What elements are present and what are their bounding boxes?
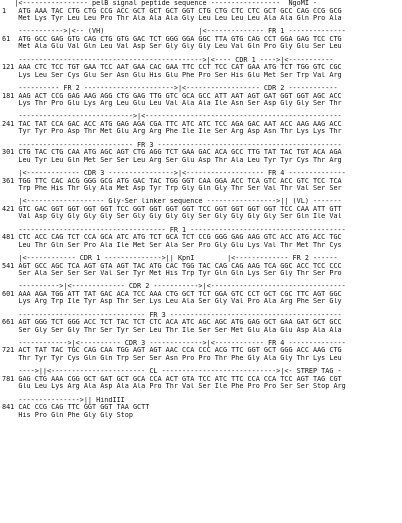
annotation-line: --------------------------------------------->|<---- CDR 1 ---->|<----------- xyxy=(2,56,334,64)
sequence-block xyxy=(2,85,400,108)
annotation-line: |<------------------- Gly-Ser linker sequence ----------------->|| (VL) ------- xyxy=(2,198,342,206)
nucleotide-line: 301 CTG TAC CTG CAA ATG AGC AGT CTG AGG TCT GAA GAC ACA GCC TTG TAT TAC TGT ACA AGA xyxy=(2,149,342,157)
sequence-block xyxy=(2,142,400,165)
annotation-line: ---------------------------->|<------------------------------------------------ xyxy=(2,113,342,121)
nucleotide-line: 1 ATG AAA TAC CTG CTG CCG ACC GCT GCT GCT GGT CTG CTG CTC CTC GCT GCC CAG CCG GCG xyxy=(2,7,342,15)
annotation-line: --------------->|| HindIII xyxy=(2,396,125,404)
amino-acid-line: Met Ala Glu Val Gln Leu Val Asp Ser Gly Gly Gly Leu Val Gln Pro Gly Glu Ser Leu xyxy=(2,43,342,51)
nucleotide-line: 661 AGT GGG TCT GGG ACC TCT TAC TCT CTC ACA ATC AGC AGC ATG GAG GCT GAA GAT GCT GCC xyxy=(2,319,342,327)
nucleotide-line: 541 AGT GCC AGC TCA AGT GTA AGT TAC ATG CAC TGG TAC CAG CAG AAG TCA GGC ACC TCC CCC xyxy=(2,262,342,270)
nucleotide-line: 181 AAG ACT CCG GAG AAG AGG CTG GAG TTG GTC GCA GCC ATT AAT AGT GAT GGT GGT AGC ACC xyxy=(2,92,342,100)
amino-acid-line: Lys Thr Pro Glu Lys Arg Leu Glu Leu Val Ala Ala Ile Asn Ser Asp Gly Gly Ser Thr xyxy=(2,100,342,108)
amino-acid-line: Trp Phe His Thr Gly Ala Met Asp Tyr Trp Gly Gln Gly Thr Ser Val Thr Val Ser Ser xyxy=(2,185,342,193)
amino-acid-line: Leu Tyr Leu Gln Met Ser Ser Leu Arg Ser Glu Asp Thr Ala Leu Tyr Tyr Cys Thr Arg xyxy=(2,156,342,164)
amino-acid-line: Thr Tyr Tyr Cys Gln Gln Trp Ser Ser Asn Pro Pro Thr Phe Gly Ala Gly Thr Lys Leu xyxy=(2,355,342,363)
annotation-line: |<------------ CDR 1 -------------->|| KpnI |<------------- FR 2 ------ xyxy=(2,254,338,262)
annotation-line: ----------->|<-- (VH) |<-------------- FR 1 -------------- xyxy=(2,28,346,36)
sequence-block xyxy=(2,0,400,23)
sequence-block xyxy=(2,283,400,306)
nucleotide-line: 241 TAC TAT CCA GAC ACC ATG GAG AGA CGA TTC ATC ATC TCC AGA GAC AAT ACC AAG AAG ACC xyxy=(2,120,342,128)
nucleotide-line: 781 GAG CTG AAA CGG GCT GAT GCT GCA CCA ACT GTA TCC ATC TTC CCA CCA TCC AGT TAG CGT xyxy=(2,375,342,383)
nucleotide-line: 61 ATG GCC GAG GTG CAG CTG GTG GAC TCT GGG GGA GGC TTA GTG CAG CCT GGA GAG TCC CTG xyxy=(2,35,342,43)
amino-acid-line: Ser Gly Ser Gly Thr Ser Tyr Ser Leu Thr Ile Ser Ser Met Glu Ala Glu Asp Ala Ala xyxy=(2,326,342,334)
annotation-line: ---------------------------- FR 3 --------------------------------------------- xyxy=(2,141,342,149)
amino-acid-line: Met Lys Tyr Leu Leu Pro Thr Ala Ala Ala Gly Leu Leu Leu Leu Ala Ala Gln Pro Ala xyxy=(2,15,342,23)
sequence-block xyxy=(2,57,400,80)
nucleotide-line: 421 GTC GAC GGT GGT GGT GGT TCC GGT GGT GGT GGT TCC GGT GGT GGT GGT TCC CAA ATT GTT xyxy=(2,205,342,213)
nucleotide-line: 361 TGG TTC CAC ACG GGG GCG ATG GAC TAC TGG GGT CAA GGA ACC TCA GTC ACC GTC TCC TCA xyxy=(2,177,342,185)
sequence-block xyxy=(2,255,400,278)
sequence-block xyxy=(2,368,400,391)
sequence-block xyxy=(2,113,400,136)
sequence-block xyxy=(2,28,400,51)
amino-acid-line: Lys Leu Ser Cys Glu Ser Asn Glu His Glu Phe Pro Ser His Glu Met Ser Trp Val Arg xyxy=(2,71,342,79)
sequence-document xyxy=(2,0,400,425)
annotation-line: ------------------------------------ FR 1 -------------------------------------- xyxy=(2,226,346,234)
sequence-block xyxy=(2,170,400,193)
nucleotide-line: 601 AAA AGA TGG ATT TAT GAC ACA TCC AAA CTG GCT TCT GGA GTC CCT GCT CGC TTC AGT GGC xyxy=(2,290,342,298)
annotation-line: ---->||<----------------------- CL ---------------------------->|<- STREP TAG - xyxy=(2,368,342,376)
amino-acid-line: Glu Leu Lys Arg Ala Asp Ala Ala Pro Thr Val Ser Ile Phe Pro Pro Ser Ser Stop Arg xyxy=(2,383,346,391)
amino-acid-line: Leu Thr Gln Ser Pro Ala Ile Met Ser Ala Ser Pro Gly Glu Lys Val Thr Met Thr Cys xyxy=(2,241,342,249)
nucleotide-line: 481 CTC ACC CAG TCT CCA GCA ATC ATG TCT GCA TCT CCG GGG GAG AAG GTC ACC ATG ACC TGC xyxy=(2,234,342,242)
sequence-block xyxy=(2,397,400,420)
amino-acid-line: Lys Arg Trp Ile Tyr Asp Thr Ser Lys Leu Ala Ser Gly Val Pro Ala Arg Phe Ser Gly xyxy=(2,298,342,306)
sequence-block xyxy=(2,340,400,363)
amino-acid-line: Tyr Tyr Pro Asp Thr Met Glu Arg Arg Phe Ile Ile Ser Arg Asp Asn Thr Lys Lys Thr xyxy=(2,128,342,136)
sequence-block xyxy=(2,227,400,250)
sequence-block xyxy=(2,198,400,221)
amino-acid-line: Val Asp Gly Gly Gly Gly Ser Gly Gly Gly Gly Ser Gly Gly Gly Gly Ser Gln Ile Val xyxy=(2,213,342,221)
annotation-line: |<---------------- pelB signal peptide sequence ----------------- NgoMI - xyxy=(2,0,318,7)
sequence-block xyxy=(2,312,400,335)
nucleotide-line: 841 CAC CCG CAG TTC GGT GGT TAA GCTT xyxy=(2,404,150,412)
amino-acid-line: His Pro Gln Phe Gly Gly Stop xyxy=(2,411,133,419)
annotation-line: |<------------- CDR 3 ---------------->|<------------------- FR 4 -------------- xyxy=(2,169,346,177)
annotation-line: ---------->|<------------- CDR 2 ----------->|<--------------------------------- xyxy=(2,283,346,291)
annotation-line: ------------>|<---------- CDR 3 ------------->|<------------ FR 4 -------------- xyxy=(2,339,346,347)
annotation-line: ------------------------------- FR 3 ------------------------------------------ xyxy=(2,311,342,319)
amino-acid-line: Ser Ala Ser Ser Ser Val Ser Tyr Met His Trp Tyr Gln Gln Lys Ser Gly Thr Ser Pro xyxy=(2,270,342,278)
nucleotide-line: 121 AAA CTC TCC TGT GAA TCC AAT GAA CAC GAA TTC CCT TCC CAT GAA ATG TCT TGG GTC CGC xyxy=(2,64,342,72)
annotation-line: ---------- FR 2 ---------------------->|<------------------ CDR 2 ------------ xyxy=(2,84,338,92)
nucleotide-line: 721 ACT TAT TAC TGC CAG CAA TGG AGT AGT AAC CCA CCC ACG TTC GGT GCT GGG ACC AAG CTG xyxy=(2,347,342,355)
